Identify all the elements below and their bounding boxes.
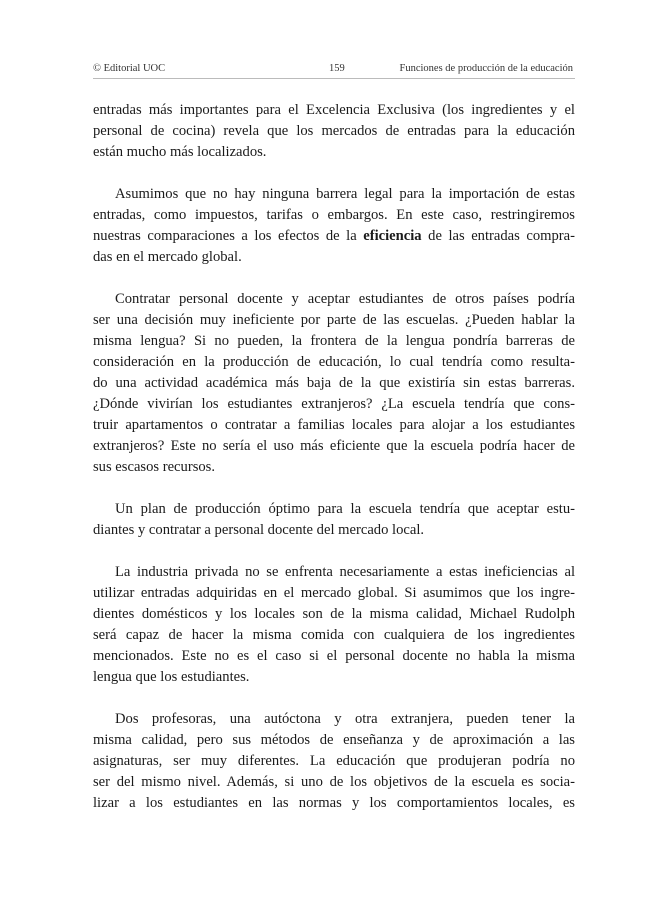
text-line	[93, 226, 575, 247]
paragraph	[93, 709, 575, 814]
text-line: extranjeros? Este no sería el uso más eficiente que la escuela podría hacer de	[93, 438, 575, 454]
paragraph	[93, 499, 575, 541]
text-line: asignaturas, ser muy diferentes. La educación que produjeran podría no	[93, 753, 575, 769]
text-line: sus escasos recursos.	[93, 459, 215, 475]
body-text	[93, 100, 575, 835]
text-line: consideración en la producción de educación, lo cual tendría como resulta-	[93, 354, 575, 370]
text-line: están mucho más localizados.	[93, 144, 267, 160]
running-header	[93, 62, 575, 79]
text-line: será capaz de hacer la misma comida con cualquiera de los ingredientes	[93, 627, 575, 643]
text-line: Dos profesoras, una autóctona y otra extranjera, pueden tener la	[115, 711, 575, 727]
bold-term: eficiencia	[363, 228, 422, 244]
publisher-label: © Editorial UOC	[93, 63, 166, 74]
text-line: misma calidad, pero sus métodos de enseñanza y de aproximación a las	[93, 732, 575, 748]
text-line: entradas más importantes para el Excelencia Exclusiva (los ingredientes y el	[93, 102, 575, 118]
paragraph	[93, 289, 575, 478]
text-line: Un plan de producción óptimo para la escuela tendría que aceptar estu-	[115, 501, 575, 517]
chapter-title: Funciones de producción de la educación	[399, 63, 573, 74]
text-line: utilizar entradas adquiridas en el mercado global. Si asumimos que los ingre-	[93, 585, 575, 601]
paragraph	[93, 184, 575, 268]
text-segment: de las entradas compra-	[421, 228, 575, 244]
text-line: Contratar personal docente y aceptar estudiantes de otros países podría	[115, 291, 575, 307]
text-segment: nuestras comparaciones a los efectos de la	[93, 228, 364, 244]
text-line: ser una decisión muy ineficiente por parte de las escuelas. ¿Pueden hablar la	[93, 312, 575, 328]
text-line: lizar a los estudiantes en las normas y los comportamientos locales, es	[93, 795, 575, 811]
paragraph	[93, 562, 575, 688]
text-line: das en el mercado global.	[93, 249, 242, 265]
text-line: do una actividad académica más baja de la que existiría sin estas barreras.	[93, 375, 575, 391]
text-line: truir apartamentos o contratar a familias locales para alojar a los estudiantes	[93, 417, 575, 433]
text-line: entradas, como impuestos, tarifas o embargos. En este caso, restringiremos	[93, 207, 575, 223]
text-line: ¿Dónde vivirían los estudiantes extranjeros? ¿La escuela tendría que cons-	[93, 396, 575, 412]
text-line: diantes y contratar a personal docente del mercado local.	[93, 522, 425, 538]
text-line: misma lengua? Si no pueden, la frontera de la lengua pondría barreras de	[93, 333, 575, 349]
page-number: 159	[329, 63, 345, 74]
text-line: dientes domésticos y los locales son de la misma calidad, Michael Rudolph	[93, 606, 575, 622]
paragraph	[93, 100, 575, 163]
text-line: Asumimos que no hay ninguna barrera legal para la importación de estas	[115, 186, 575, 202]
text-line: La industria privada no se enfrenta necesariamente a estas ineficiencias al	[115, 564, 575, 580]
text-line: mencionados. Este no es el caso si el personal docente no habla la misma	[93, 648, 575, 664]
text-line: ser del mismo nivel. Además, si uno de los objetivos de la escuela es socia-	[93, 774, 575, 790]
text-line: lengua que los estudiantes.	[93, 669, 250, 685]
text-line: personal de cocina) revela que los mercados de entradas para la educación	[93, 123, 575, 139]
